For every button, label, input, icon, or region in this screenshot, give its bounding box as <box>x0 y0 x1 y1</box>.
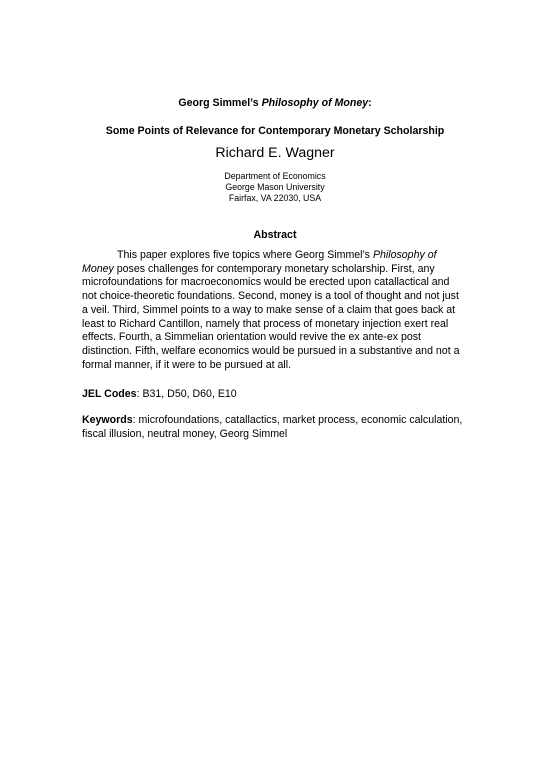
title-book-name: Philosophy of Money <box>261 97 369 109</box>
jel-value: : B31, D50, D60, E10 <box>136 388 237 400</box>
abstract-text: This paper explores five topics where Georg Simmel’s <box>117 249 373 261</box>
title-colon: : <box>368 97 372 109</box>
affiliation-department: Department of Economics <box>224 171 326 181</box>
abstract-line: a veil. Third, Simmel points to a way to make sense of a claim that goes back at <box>82 303 456 316</box>
keywords-value: : microfoundations, catallactics, market process, economic calculation, <box>132 414 463 426</box>
abstract-heading: Abstract <box>253 229 297 241</box>
paper-subtitle: Some Points of Relevance for Contemporary Monetary Scholarship <box>105 125 445 137</box>
keywords-label: Keywords <box>82 414 133 426</box>
abstract-body <box>82 249 468 372</box>
author-name: Richard E. Wagner <box>215 145 335 161</box>
abstract-line: not choice-theoretic foundations. Second, money is a tool of thought and not just <box>82 290 459 303</box>
paper-title <box>0 97 550 109</box>
abstract-line <box>82 249 468 263</box>
abstract-line: effects. Fourth, a Simmelian orientation would revive the ex ante-ex post <box>82 331 421 344</box>
jel-label: JEL Codes <box>82 388 137 400</box>
abstract-book-name: Money <box>82 262 114 275</box>
affiliation-university: George Mason University <box>225 182 325 192</box>
abstract-line: distinction. Fifth, welfare economics would be pursued in a substantive and not a <box>82 344 460 357</box>
affiliation-address: Fairfax, VA 22030, USA <box>228 193 322 203</box>
keywords <box>82 414 482 441</box>
abstract-line: least to Richard Cantillon, namely that process of monetary injection exert real <box>82 317 449 330</box>
jel-codes <box>82 388 237 400</box>
keywords-line <box>82 414 482 428</box>
abstract-book-name: Philosophy of <box>372 249 437 261</box>
keywords-line: fiscal illusion, neutral money, Georg Simmel <box>82 427 288 440</box>
title-text: Georg Simmel’s <box>178 97 262 109</box>
abstract-line: formal manner, if it were to be pursued at all. <box>82 358 292 371</box>
abstract-text: poses challenges for contemporary monetary scholarship. First, any <box>113 262 435 275</box>
abstract-line <box>82 263 468 277</box>
abstract-line: microfoundations for macroeconomics would be erected upon catallactical and <box>82 276 450 289</box>
